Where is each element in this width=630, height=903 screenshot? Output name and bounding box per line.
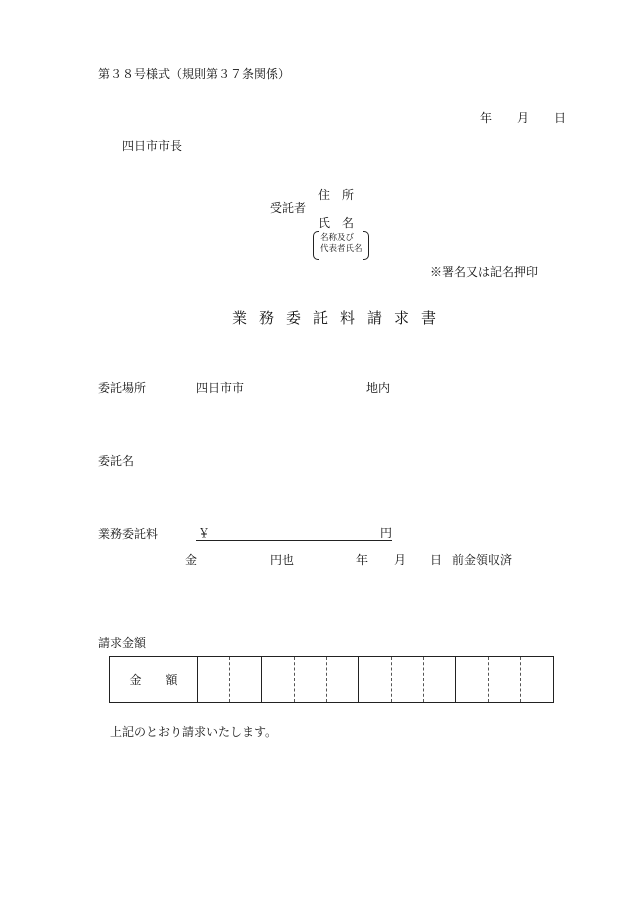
- closing-text: 上記のとおり請求いたします。: [110, 725, 278, 739]
- amount-label-cell: [110, 657, 198, 702]
- amount-label: 金 額: [129, 672, 178, 687]
- fee-unit: 円: [380, 526, 393, 540]
- advance-kin: 金: [185, 553, 198, 567]
- advance-month: 月: [394, 553, 407, 567]
- location-city: 四日市市: [196, 381, 245, 395]
- name-note-line1: 名称及び: [320, 233, 355, 243]
- name-note-bracket: [313, 231, 369, 260]
- date-month: 月: [517, 111, 530, 125]
- digit-divider: [520, 657, 521, 702]
- location-label: 委託場所: [98, 381, 147, 395]
- claim-section-label: 請求金額: [98, 636, 147, 650]
- document-title: 業務委託料請求書: [232, 309, 449, 327]
- address-label: 住 所: [318, 188, 355, 202]
- group-divider: [261, 657, 262, 702]
- group-divider: [358, 657, 359, 702]
- addressee: 四日市市長: [122, 139, 183, 153]
- digit-divider: [294, 657, 295, 702]
- advance-received: 前金領収済: [452, 553, 513, 567]
- digit-divider: [423, 657, 424, 702]
- commission-name-label: 委託名: [98, 454, 135, 468]
- form-number: 第３８号様式（規則第３７条関係）: [98, 67, 291, 81]
- date-day: 日: [554, 111, 567, 125]
- digit-divider: [229, 657, 230, 702]
- name-label: 氏 名: [318, 216, 355, 230]
- advance-day: 日: [430, 553, 443, 567]
- date-year: 年: [480, 111, 493, 125]
- location-suffix: 地内: [366, 381, 391, 395]
- name-note-line2: 代表者氏名: [320, 244, 363, 254]
- digit-divider: [488, 657, 489, 702]
- group-divider: [455, 657, 456, 702]
- amount-table: [109, 656, 554, 703]
- fee-currency: ￥: [198, 526, 211, 540]
- fee-underline: [196, 540, 392, 541]
- contractor-label: 受託者: [270, 201, 307, 215]
- signature-note: ※署名又は記名押印: [430, 265, 539, 279]
- digit-divider: [391, 657, 392, 702]
- advance-year: 年: [356, 553, 369, 567]
- fee-label: 業務委託料: [98, 527, 159, 541]
- digit-divider: [326, 657, 327, 702]
- advance-enya: 円也: [270, 553, 295, 567]
